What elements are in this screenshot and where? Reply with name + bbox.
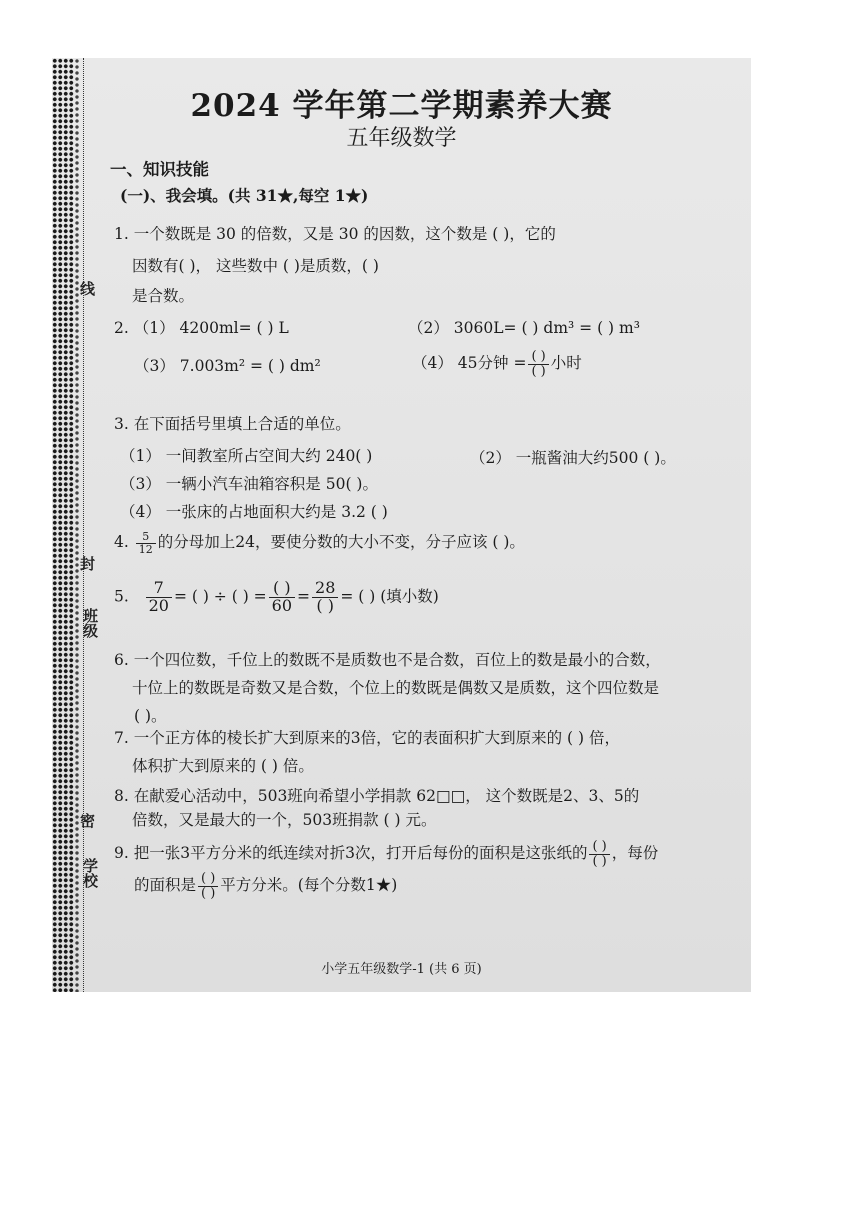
binding-label-line: 线: [80, 280, 96, 298]
binding-label-school: 学校: [81, 858, 99, 888]
subsection-heading: (一)、我会填。(共 31★,每空 1★): [120, 186, 369, 205]
q9-line1: [114, 840, 658, 868]
fraction-denominator: ( ): [316, 595, 334, 615]
q3-intro: 3. 在下面括号里填上合适的单位。: [114, 415, 351, 433]
q8-line2: 倍数，又是最大的一个，503班捐款 ( ) 元。: [132, 811, 437, 829]
page-footer: 小学五年级数学-1 (共 6 页): [321, 962, 482, 977]
exam-content: [52, 58, 751, 992]
q2-part3: （3） 7.003m² = ( ) dm²: [134, 357, 321, 375]
fraction-denominator: ( ): [531, 363, 546, 379]
q5-fraction-3: [312, 580, 338, 615]
q1-line3: 是合数。: [132, 287, 195, 305]
fraction-denominator: 20: [148, 595, 169, 615]
fraction-numerator: ( ): [198, 872, 218, 887]
q8-line1: 8. 在献爱心活动中，503班向希望小学捐款 62□□， 这个数既是2、3、5的: [114, 787, 640, 805]
fraction-denominator: 60: [271, 595, 293, 615]
fraction-numerator: 5: [136, 531, 156, 544]
q9-line2-pre: 的面积是: [134, 876, 197, 895]
q9-fraction-1: [589, 840, 609, 868]
q4-line: [114, 530, 525, 555]
q9-line2: [134, 872, 397, 900]
q3-item3: （3） 一辆小汽车油箱容积是 50( )。: [120, 475, 378, 493]
q9-line1-pre: 9. 把一张3平方分米的纸连续对折3次，打开后每份的面积是这张纸的: [114, 844, 588, 863]
q2-part4-fraction: [528, 350, 548, 378]
q5-division: = ( ) ÷ ( ) =: [173, 587, 267, 606]
fraction-numerator: 7: [146, 580, 172, 598]
q6-line3: ( )。: [134, 707, 167, 725]
q3-item1: （1） 一间教室所占空间大约 240( ): [120, 447, 373, 465]
q5-number: 5.: [114, 587, 129, 606]
q5-tail: = ( ) (填小数): [340, 587, 439, 606]
fraction-denominator: ( ): [592, 853, 607, 869]
q6-line2: 十位上的数既是奇数又是合数，个位上的数既是偶数又是质数，这个四位数是: [132, 679, 660, 697]
q9-line1-post: ，每份: [611, 844, 659, 863]
q6-line1: 6. 一个四位数，千位上的数既不是质数也不是合数，百位上的数是最小的合数，: [114, 651, 661, 669]
q2-part4: [412, 350, 582, 378]
q4-fraction: [136, 531, 156, 555]
q9-fraction-2: [198, 872, 218, 900]
q5-fraction-2: [269, 580, 295, 615]
fraction-denominator: 12: [138, 542, 153, 556]
fraction-denominator: ( ): [201, 885, 216, 901]
page-subtitle: 五年级数学: [346, 126, 457, 151]
q2-part4-post: 小时: [550, 354, 582, 373]
q2-part1: 2. （1） 4200ml= ( ) L: [114, 319, 289, 337]
q5-fraction-1: [146, 580, 172, 615]
q7-line1: 7. 一个正方体的棱长扩大到原来的3倍，它的表面积扩大到原来的 ( ) 倍，: [114, 729, 620, 747]
exam-paper: [52, 58, 751, 992]
q3-item4: （4） 一张床的占地面积大约是 3.2 ( ): [120, 503, 388, 521]
q7-line2: 体积扩大到原来的 ( ) 倍。: [132, 757, 314, 775]
q1-line1: 1. 一个数既是 30 的倍数，又是 30 的因数，这个数是 ( )，它的: [114, 225, 556, 243]
q9-line2-post: 平方分米。(每个分数1★): [220, 876, 398, 895]
fraction-numerator: ( ): [589, 840, 609, 855]
binding-label-seal: 封: [80, 555, 96, 573]
fraction-numerator: ( ): [528, 350, 548, 365]
q3-item2: （2） 一瓶酱油大约500 ( )。: [470, 449, 676, 467]
q4-text: 的分母加上24，要使分数的大小不变，分子应该 ( )。: [157, 533, 525, 551]
fraction-numerator: ( ): [269, 580, 295, 598]
q2-part2: （2） 3060L= ( ) dm³ = ( ) m³: [408, 319, 640, 337]
page-title: 2024 学年第二学期素养大赛: [190, 88, 613, 124]
fraction-numerator: 28: [312, 580, 338, 598]
binding-label-class: 班级: [81, 608, 99, 638]
binding-label-secret: 密: [80, 812, 96, 830]
q5-line: 5. $\frac{7}{20}$ = ( ) ÷ ( ) = $\frac{( )}{60}$ = $\frac{28}{( )}$ = ( ) (填小数): [114, 578, 439, 615]
q2-part4-pre: （4） 45分钟 =: [412, 354, 527, 373]
q1-line2: 因数有( )， 这些数中 ( )是质数，( ): [132, 257, 379, 275]
q4-number: 4.: [114, 533, 129, 551]
section-heading: 一、知识技能: [110, 160, 209, 179]
